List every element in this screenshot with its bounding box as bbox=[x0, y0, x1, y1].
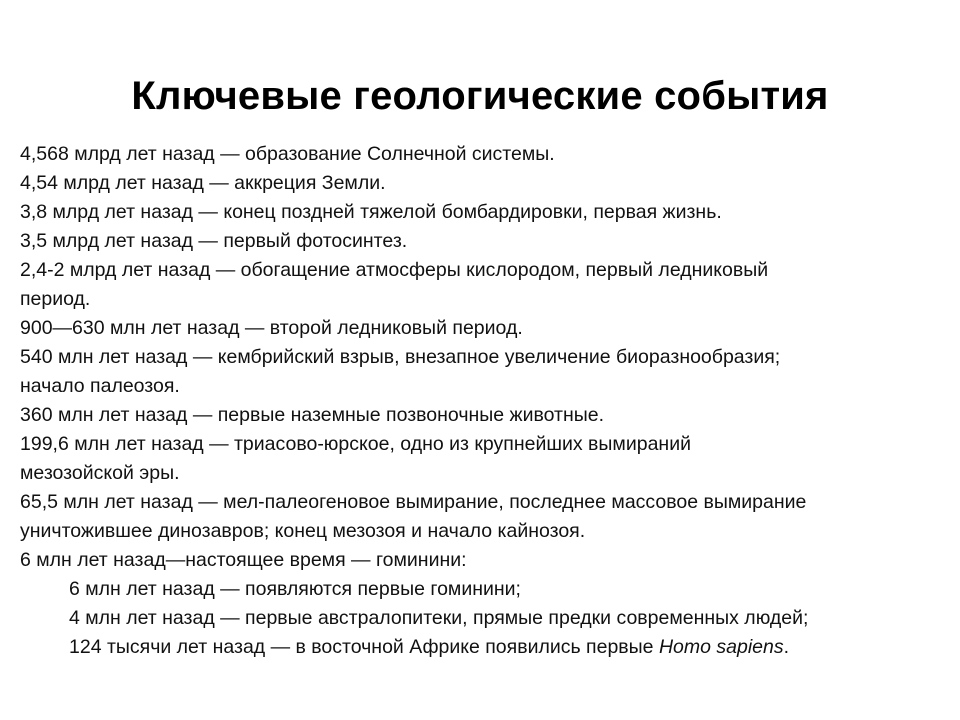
event-text-continued: мезозойской эры. bbox=[20, 462, 180, 484]
event-item bbox=[20, 546, 940, 575]
sub-event-suffix: . bbox=[783, 636, 790, 658]
sub-event-item bbox=[20, 633, 940, 662]
event-item bbox=[20, 430, 940, 488]
sub-event-line bbox=[69, 633, 940, 662]
event-text-continued: начало палеозоя. bbox=[20, 375, 180, 397]
sub-event-text: 4 млн лет назад — первые австралопитеки, прямые предки современных людей; bbox=[69, 607, 809, 629]
slide-title: Ключевые геологические события bbox=[131, 74, 829, 118]
event-text: 900—630 млн лет назад — второй ледниковый период. bbox=[20, 317, 523, 339]
event-text: 4,54 млрд лет назад — аккреция Земли. bbox=[20, 172, 386, 194]
event-item bbox=[20, 140, 940, 169]
event-text-continued: период. bbox=[20, 288, 91, 310]
sub-event-item bbox=[20, 604, 940, 633]
event-item bbox=[20, 198, 940, 227]
event-text: 199,6 млн лет назад — триасово-юрское, одно из крупнейших вымираний bbox=[20, 433, 691, 455]
sub-event-text: 6 млн лет назад — появляются первые гоминини; bbox=[69, 578, 521, 600]
event-item bbox=[20, 488, 940, 546]
event-text: 3,5 млрд лет назад — первый фотосинтез. bbox=[20, 230, 408, 252]
event-list bbox=[20, 140, 940, 662]
event-text: 540 млн лет назад — кембрийский взрыв, внезапное увеличение биоразнообразия; bbox=[20, 346, 781, 368]
sub-event-item bbox=[20, 575, 940, 604]
event-text: 65,5 млн лет назад — мел-палеогеновое вымирание, последнее массовое вымирание bbox=[20, 491, 807, 513]
event-item bbox=[20, 343, 940, 401]
event-item bbox=[20, 314, 940, 343]
event-text: 360 млн лет назад — первые наземные позвоночные животные. bbox=[20, 404, 605, 426]
event-item bbox=[20, 227, 940, 256]
event-item bbox=[20, 256, 940, 314]
event-item bbox=[20, 401, 940, 430]
species-name: Homo sapiens bbox=[658, 636, 784, 658]
event-text: 6 млн лет назад—настоящее время — гоминини: bbox=[20, 549, 467, 571]
event-text: 4,568 млрд лет назад — образование Солнечной системы. bbox=[20, 143, 555, 165]
event-text: 3,8 млрд лет назад — конец поздней тяжелой бомбардировки, первая жизнь. bbox=[20, 201, 722, 223]
event-text: 2,4-2 млрд лет назад — обогащение атмосферы кислородом, первый ледниковый bbox=[20, 259, 769, 281]
event-item bbox=[20, 169, 940, 198]
event-text-continued: уничтожившее динозавров; конец мезозоя и начало кайнозоя. bbox=[20, 520, 586, 542]
sub-event-text: 124 тысячи лет назад — в восточной Африке появились первые bbox=[69, 636, 659, 658]
